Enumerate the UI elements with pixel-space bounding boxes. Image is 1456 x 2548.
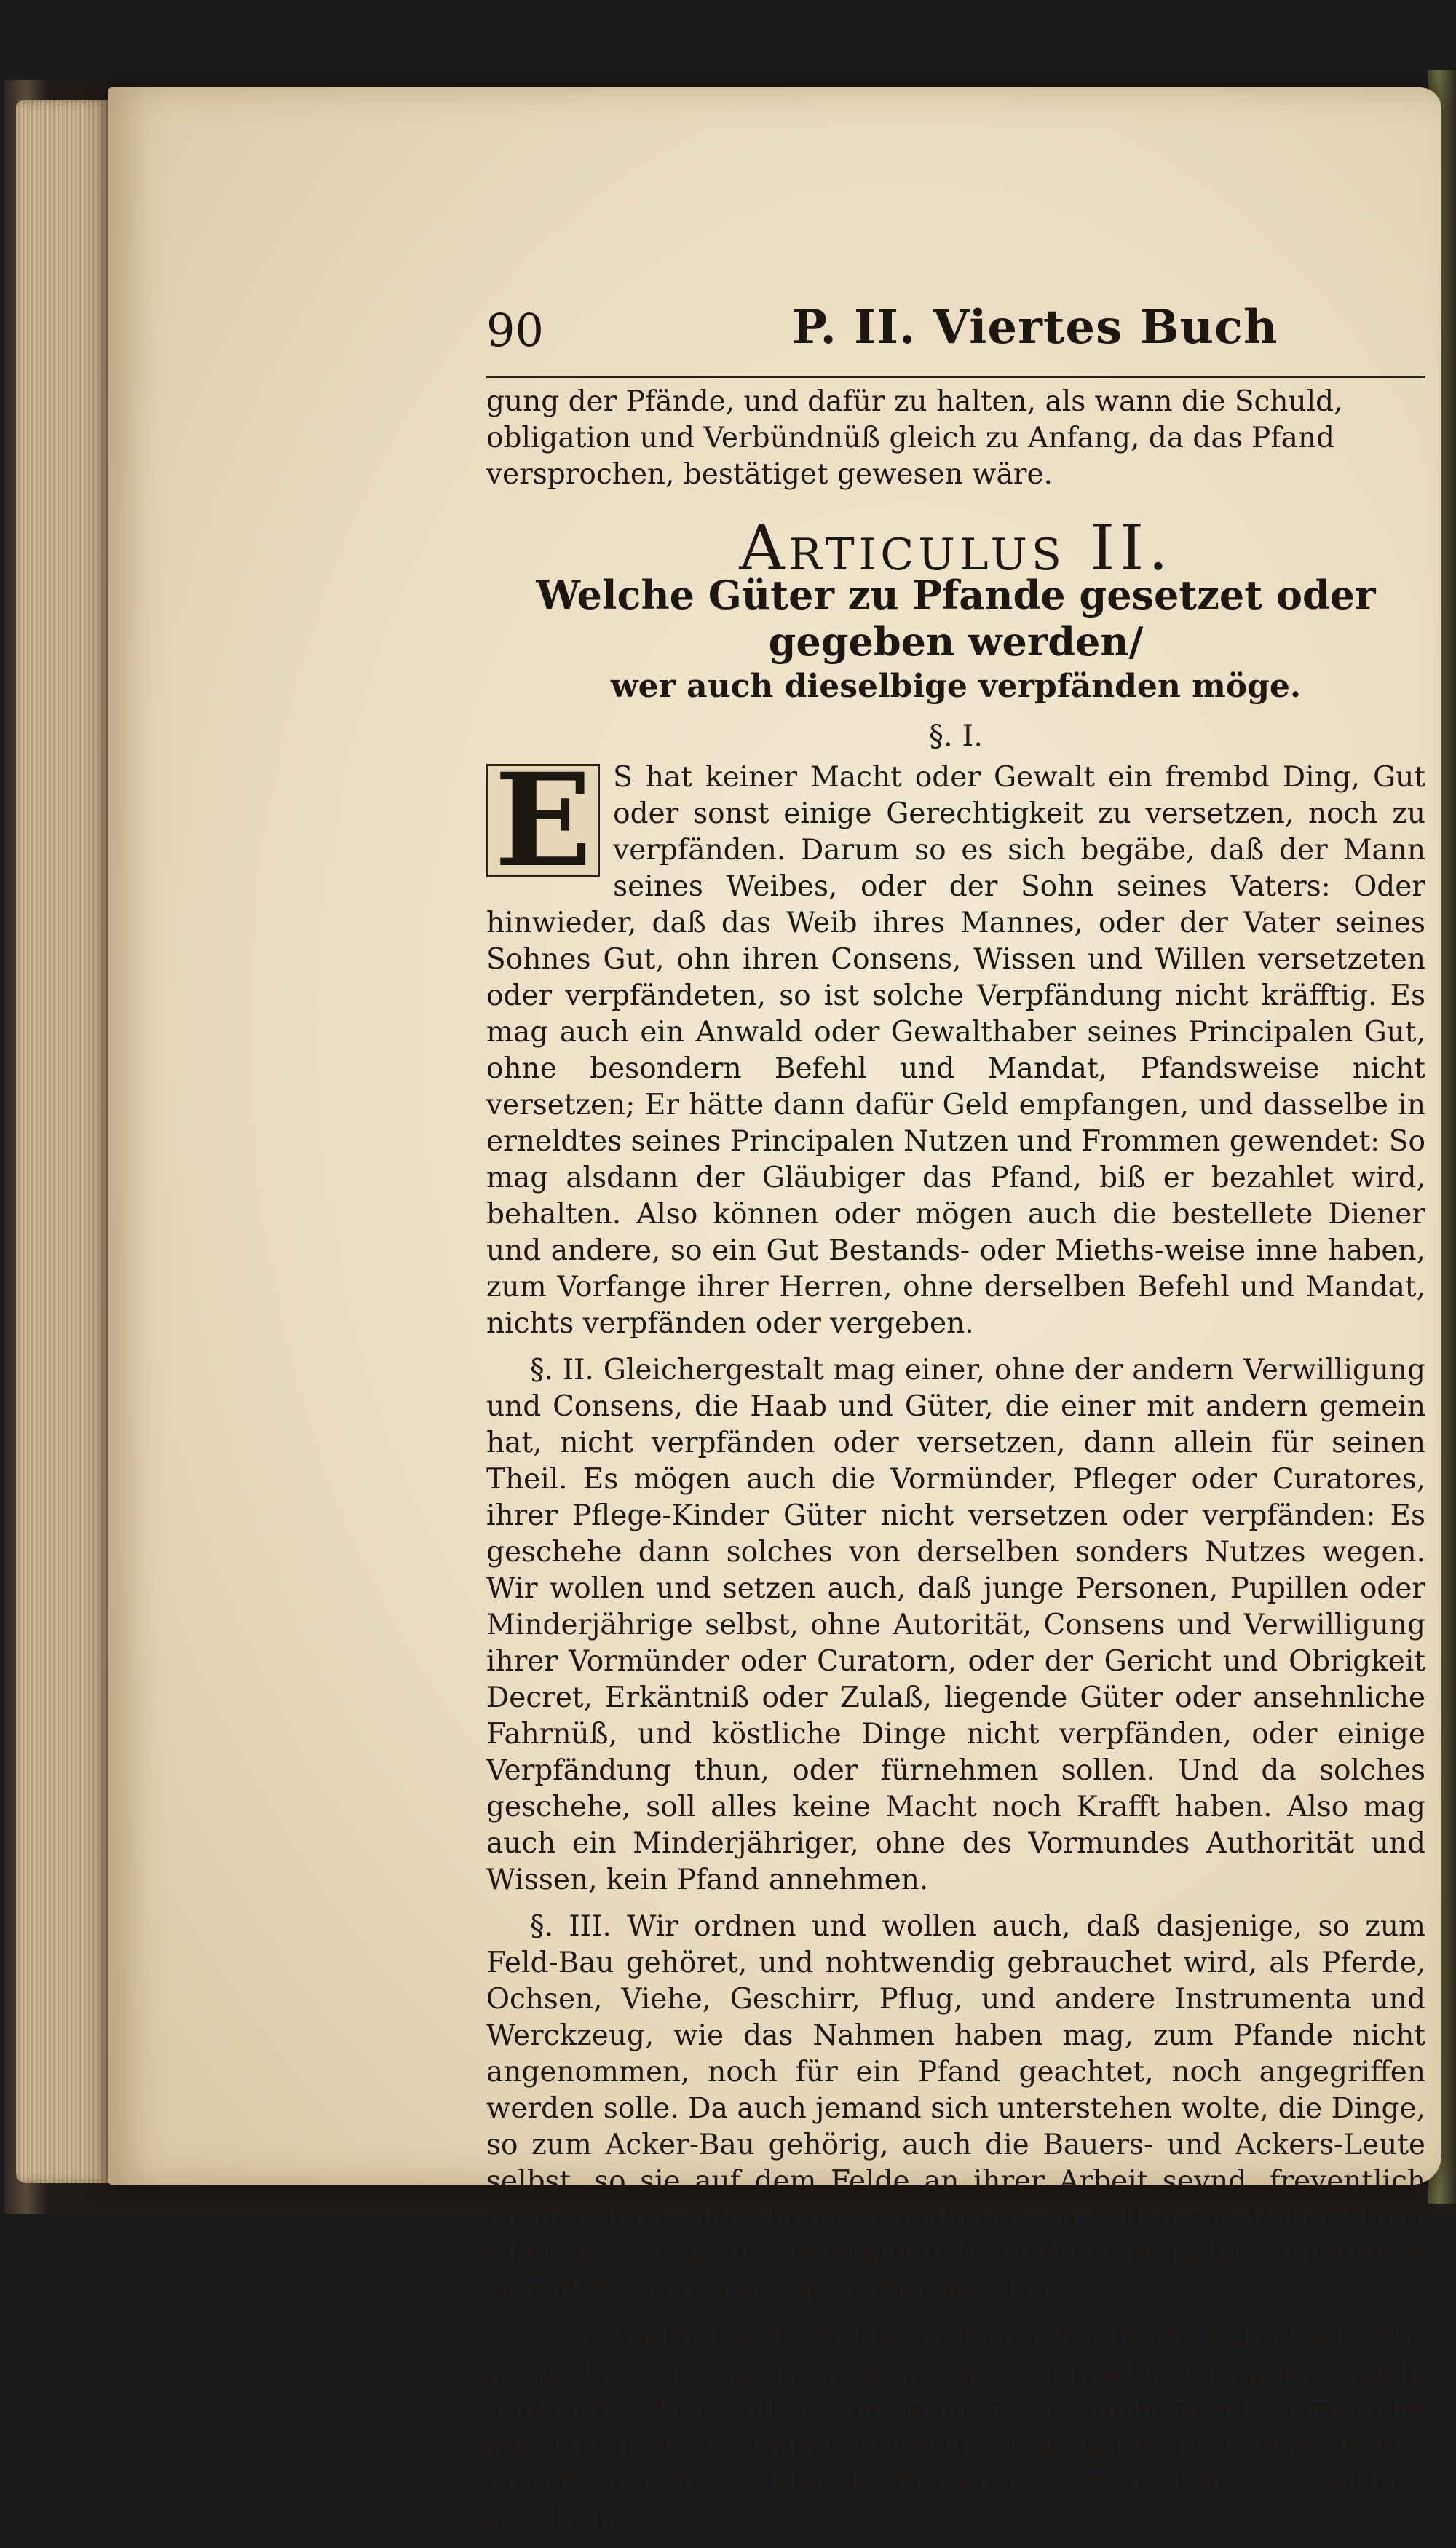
section-mark: §. I. bbox=[929, 719, 983, 753]
paragraph-2: §. II. Gleichergestalt mag einer, ohne der andern Verwilligung und Consens, die Haab und Güter, die einer mit andern gemein hat, nicht verpfänden oder versetzen, dann allein für seinen Theil. Es mögen auch die Vormünder, Pfleger oder Curatores, ihrer Pflege-Kinder Güter nicht versetzen oder verpfänden: Es geschehe dann solches von derselben sonders Nutzes wegen. Wir wollen und setzen auch, daß junge Personen, Pupillen oder Minderjährige selbst, ohne Autorität, Consens und Verwilligung ihrer Vormünder oder Curatorn, oder der Gericht und Obrigkeit Decret, Erkäntniß oder Zulaß, liegende Güter oder ansehnliche Fahrnüß, und köstliche Dinge nicht verpfänden, oder einige Verpfändung thun, oder fürnehmen sollen. Und da solches geschehe, soll alles keine Macht noch Krafft haben. Also mag auch ein Minderjähriger, ohne des Vormundes Authorität und Wissen, kein Pfand annehmen. bbox=[486, 1354, 1425, 1896]
article-subheading: wer auch dieselbige verpfänden möge. bbox=[610, 668, 1302, 705]
page-number: 90 bbox=[486, 304, 544, 357]
paragraph-3: §. III. Wir ordnen und wollen auch, daß dasjenige, so zum Feld-Bau gehöret, und nohtwendig gebrauchet wird, als Pferde, Ochsen, Viehe, Geschirr, Pflug, und andere Instrumenta und Werckzeug, wie das Nahmen haben mag, zum Pfande nicht angenommen, noch für ein Pfand geachtet, noch angegriffen werden solle. Da auch jemand sich unterstehen wolte, die Dinge, so zum Acker-Bau gehörig, auch die Bauers- und Ackers-Leute selbst, so sie auf dem Felde an ihrer Arbeit seynd, freventlich anzugreiffen, oder hinwegzunehmen, so sollen die Ueberfahrer oder Verbrecher mit vierfacher Wiederkehrung alles zugefügten Schadens, und sonst gestraffet werden. bbox=[486, 1910, 1425, 2307]
page-block-edges bbox=[16, 100, 111, 2183]
paragraph-1-text: S hat keiner Macht oder Gewalt ein frembd Ding, Gut oder sonst einige Gerechtigkeit zu versetzen, noch zu verpfänden. Darum so es sich begäbe, daß der Mann seines Weibes, oder der Sohn seines Vaters: Oder hinwieder, daß das Weib ihres Mannes, oder der Vater seines Sohnes Gut, ohn ihren Consens, Wissen und Willen versetzeten oder verpfändeten, so ist solche Verpfändung nicht kräfftig. Es mag auch ein Anwald oder Gewalthaber seines Principalen Gut, ohne besondern Befehl und Mandat, Pfandsweise nicht versetzen; Er hätte dann dafür Geld empfangen, und dasselbe in erneldtes seines Principalen Nutzen und Frommen gewendet: So mag alsdann der Gläubiger das Pfand, biß er bezahlet wird, behalten. Also können oder mögen auch die bestellete Diener und andere, so ein Gut Bestands- oder Mieths-weise inne haben, zum Vorfange ihrer Herren, ohne derselben Befehl und Mandat, nichts verpfänden oder vergeben. bbox=[486, 761, 1425, 1340]
drop-capital: E bbox=[486, 764, 600, 877]
paragraph-1 bbox=[486, 745, 1425, 1342]
continuation-text: gung der Pfände, und dafür zu halten, als wann die Schuld, obligation und Verbündnüß gleich zu Anfang, da das Pfand versprochen, bestätiget gewesen wäre. bbox=[486, 385, 1343, 491]
article-label: Articulus II. bbox=[739, 512, 1173, 585]
article-heading: Welche Güter zu Pfande gesetzet oder gegeben werden/ bbox=[536, 572, 1376, 665]
paragraph-4: §. IV. Allermassen wie die strittigen Haab und Güter, oder die in Rechtfertigung irrig oder mit Zwietracht verfangen, nicht verkaufft: Also sollen und mögen sie auch nicht verpfändet werden. Jedoch mögen briefliche Urkunden und Instrumenta einem andern zu Pfande gesetzet werden. Und wo solches geschicht, bbox=[486, 2321, 1425, 2536]
page-text-block bbox=[486, 300, 1425, 2548]
running-head bbox=[486, 300, 1425, 378]
running-title: P. II. Viertes Buch bbox=[792, 300, 1278, 355]
